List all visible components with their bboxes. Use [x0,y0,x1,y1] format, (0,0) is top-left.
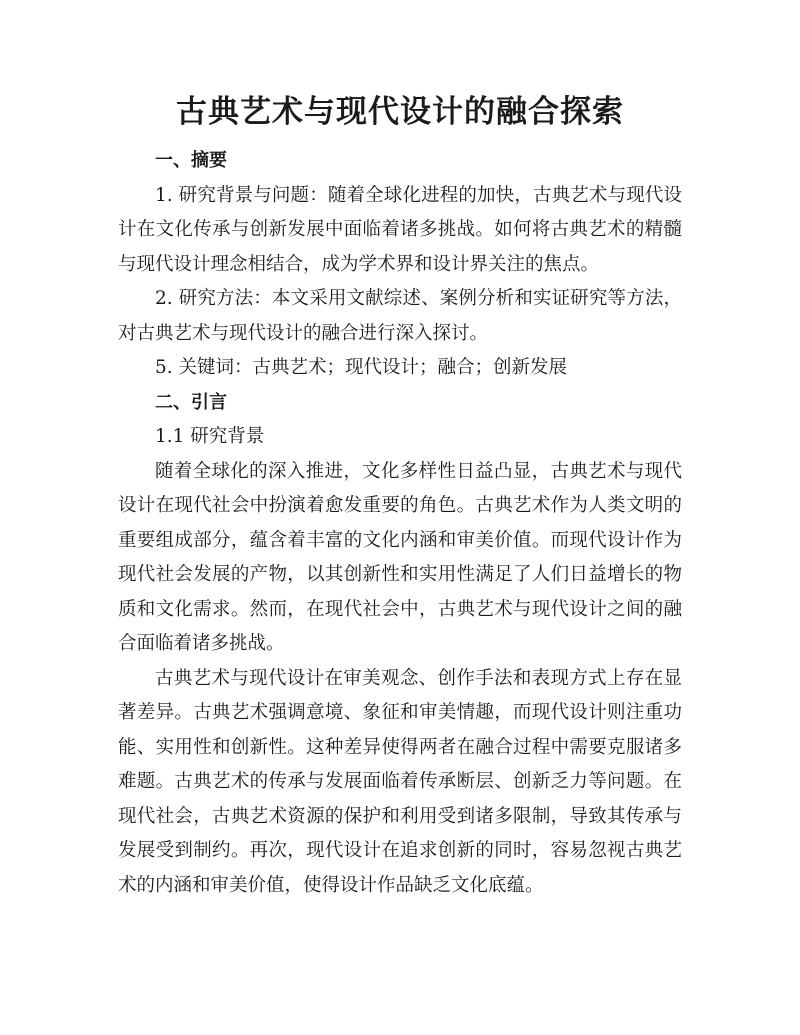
section-heading-intro: 二、引言 [155,391,227,413]
document-body [118,144,682,903]
abstract-item-5: 5. 关键词：古典艺术；现代设计；融合；创新发展 [155,357,568,378]
intro-paragraph-2: 古典艺术与现代设计在审美观念、创作手法和表现方式上存在显著差异。古典艺术强调意境、象征和审美情趣，而现代设计则注重功能、实用性和创新性。这种差异使得两者在融合过程中需要克服诸多难题。古典艺术的传承与发展面临着传承断层、创新乏力等问题。在现代社会，古典艺术资源的保护和利用受到诸多限制，导致其传承与发展受到制约。再次，现代设计在追求创新的同时，容易忽视古典艺术的内涵和审美价值，使得设计作品缺乏文化底蕴。 [118,667,682,896]
page-title: 古典艺术与现代设计的融合探索 [176,94,624,130]
section-heading-abstract: 一、摘要 [155,150,227,171]
intro-paragraph-1: 随着全球化的深入推进，文化多样性日益凸显，古典艺术与现代设计在现代社会中扮演着愈发重要的角色。古典艺术作为人类文明的重要组成部分，蕴含着丰富的文化内涵和审美价值。而现代设计作为现代社会发展的产物，以其创新性和实用性满足了人们日益增长的物质和文化需求。然而，在现代社会中，古典艺术与现代设计之间的融合面临着诸多挑战。 [118,460,682,654]
subsection-heading-background: 1.1 研究背景 [155,426,265,447]
abstract-item-2: 2. 研究方法：本文采用文献综述、案例分析和实证研究等方法，对古典艺术与现代设计的融合进行深入探讨。 [118,288,682,344]
abstract-item-1: 1. 研究背景与问题：随着全球化进程的加快，古典艺术与现代设计在文化传承与创新发展中面临着诸多挑战。如何将古典艺术的精髓与现代设计理念相结合，成为学术界和设计界关注的焦点。 [118,184,682,275]
